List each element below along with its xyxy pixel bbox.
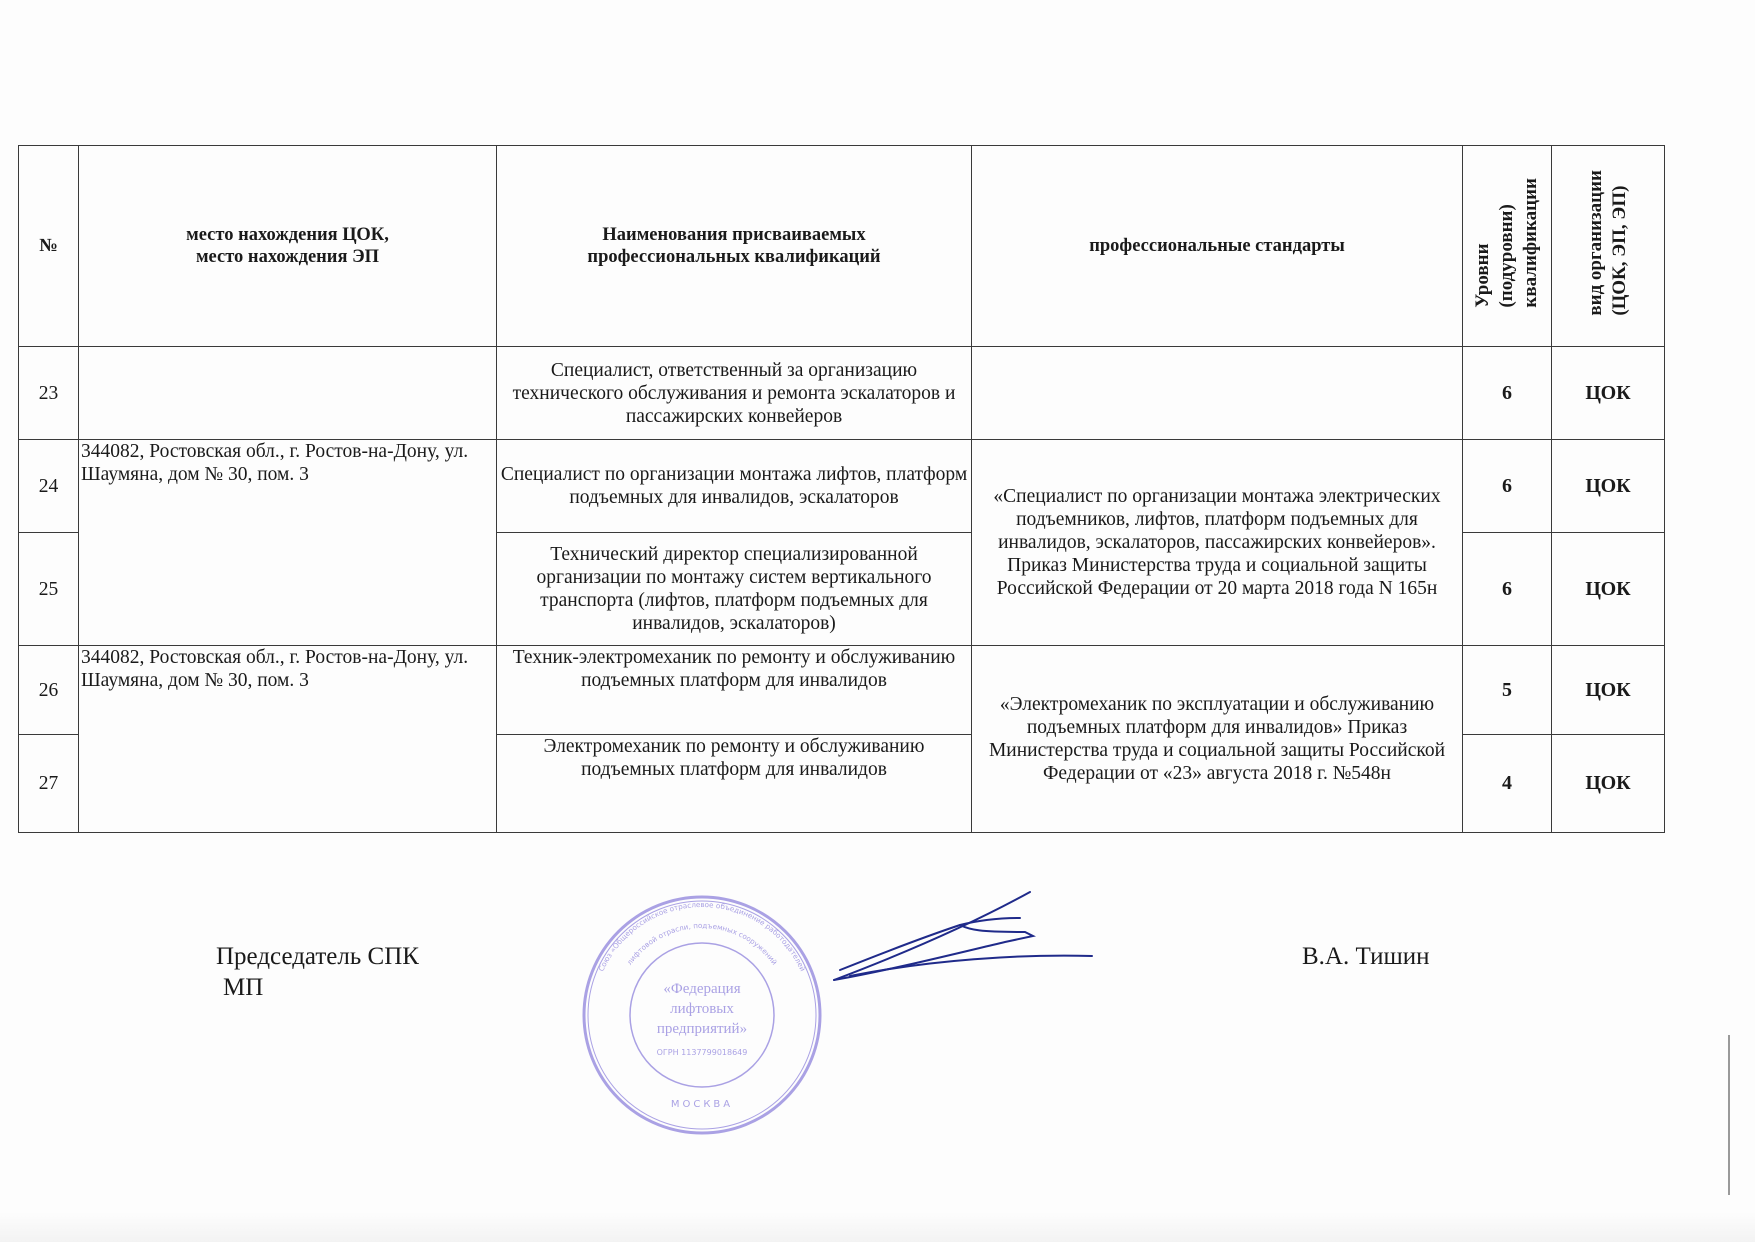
signatory-position: Председатель СПК — [216, 943, 419, 970]
organization-stamp-icon — [577, 893, 827, 1138]
row-number: 27 — [19, 735, 79, 833]
svg-text:лифтовых: лифтовых — [670, 1001, 734, 1017]
table-row — [19, 646, 1665, 735]
row-org-type: ЦОК — [1552, 533, 1665, 646]
header-location-text: место нахождения ЦОК, место нахождения ЭП — [186, 225, 389, 267]
row-qualification: Специалист, ответственный за организацию технического обслуживания и ремонта эскалаторов и пассажирских конвейеров — [497, 347, 972, 440]
row-number: 23 — [19, 347, 79, 440]
scan-edge-line — [1728, 1035, 1730, 1195]
handwritten-signature-icon — [830, 880, 1100, 990]
row-qualification: Технический директор специализированной организации по монтажу систем вертикального транспорта (лифтов, платформ подъемных для инвалидов, эскалаторов) — [497, 533, 972, 646]
row-location: 344082, Ростовская обл., г. Ростов-на-Дону, ул. Шаумяна, дом № 30, пом. 3 — [79, 646, 497, 833]
header-standards: профессиональные стандарты — [972, 146, 1463, 347]
row-number: 26 — [19, 646, 79, 735]
row-level: 6 — [1463, 347, 1552, 440]
svg-text:МОСКВА: МОСКВА — [670, 1099, 734, 1110]
svg-text:ОГРН 1137799018649: ОГРН 1137799018649 — [656, 1048, 748, 1057]
header-levels-text: Уровни (подуровни) квалификации — [1472, 178, 1541, 308]
header-qualifications-text: Наименования присваиваемых профессиональных квалификаций — [587, 225, 881, 267]
header-number: № — [19, 146, 79, 347]
row-standard: «Специалист по организации монтажа электрических подъемников, лифтов, платформ подъемных для инвалидов, эскалаторов, пассажирских конвейеров». Приказ Министерства труда и социальной защиты Российской Федерации от 20 марта 2018 года N 165н — [972, 440, 1463, 646]
row-standard: «Электромеханик по эксплуатации и обслуживанию подъемных платформ для инвалидов» Приказ Министерства труда и социальной защиты Российской Федерации от «23» августа 2018 г. №548н — [972, 646, 1463, 833]
row-standard — [972, 347, 1463, 440]
stamp-place-label: МП — [223, 974, 264, 1001]
row-qualification: Электромеханик по ремонту и обслуживанию подъемных платформ для инвалидов — [497, 735, 972, 833]
row-level: 5 — [1463, 646, 1552, 735]
header-qualifications — [497, 146, 972, 347]
row-level: 6 — [1463, 533, 1552, 646]
table-header-row — [19, 146, 1665, 347]
row-number: 24 — [19, 440, 79, 533]
row-org-type: ЦОК — [1552, 646, 1665, 735]
row-qualification: Техник-электромеханик по ремонту и обслуживанию подъемных платформ для инвалидов — [497, 646, 972, 735]
header-org-type-text: вид организации (ЦОК, ЭП, ЭП) — [1585, 170, 1630, 316]
row-number: 25 — [19, 533, 79, 646]
row-org-type: ЦОК — [1552, 735, 1665, 833]
row-level: 6 — [1463, 440, 1552, 533]
row-qualification: Специалист по организации монтажа лифтов, платформ подъемных для инвалидов, эскалаторов — [497, 440, 972, 533]
row-location: 344082, Ростовская обл., г. Ростов-на-Дону, ул. Шаумяна, дом № 30, пом. 3 — [79, 440, 497, 646]
table-row — [19, 440, 1665, 533]
row-org-type: ЦОК — [1552, 440, 1665, 533]
svg-text:лифтовой отрасли, подъемных со: лифтовой отрасли, подъемных сооружений — [624, 920, 780, 967]
table-row — [19, 347, 1665, 440]
qualification-table — [18, 145, 1665, 833]
svg-text:«Федерация: «Федерация — [663, 981, 741, 997]
row-location — [79, 347, 497, 440]
svg-text:предприятий»: предприятий» — [656, 1021, 748, 1037]
signatory-name: В.А. Тишин — [1302, 943, 1430, 970]
header-org-type — [1552, 146, 1665, 347]
row-level: 4 — [1463, 735, 1552, 833]
row-org-type: ЦОК — [1552, 347, 1665, 440]
scan-bottom-shade — [0, 1212, 1755, 1242]
header-levels — [1463, 146, 1552, 347]
signatory-position-block — [216, 941, 419, 1003]
header-location — [79, 146, 497, 347]
svg-text:Союз «Общероссийское отраслево: Союз «Общероссийское отраслевое объединение работодателей — [596, 899, 808, 973]
